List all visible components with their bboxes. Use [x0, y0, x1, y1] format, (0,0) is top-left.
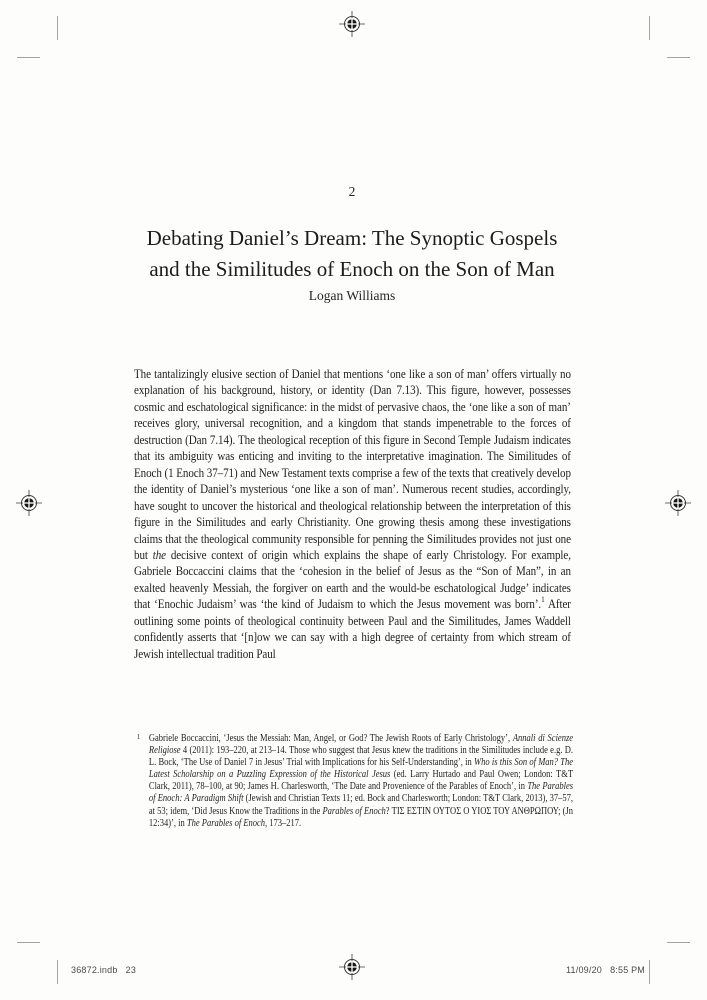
print-slug-timestamp: 11/09/20 8:55 PM [566, 965, 645, 975]
print-slug-filename: 36872.indb 23 [71, 965, 137, 975]
chapter-title-line2: and the Similitudes of Enoch on the Son of Man [149, 256, 555, 281]
crop-mark [649, 16, 650, 40]
crop-mark [17, 57, 40, 58]
crop-mark [667, 57, 690, 58]
registration-mark-icon [15, 489, 43, 517]
footnote [137, 733, 573, 830]
body-paragraph: The tantalizingly elusive section of Daniel that mentions ‘one like a son of man’ offers virtually no explanation of his background, history, or identity (Dan 7.13). This figure, however, possesses cosmic and eschatological significance: in the midst of pervasive chaos, the ‘one like a son of man’ receives glory, universal recognition, and a kingdom that stands impenetrable to the forces of destruction (Dan 7.14). The theological reception of this figure in Second Temple Judaism indicates that its ambiguity was enticing and inviting to the interpretative imagination. The Similitudes of Enoch (1 Enoch 37–71) and New Testament texts comprise a few of the texts that creatively develop the identity of Daniel’s mysterious ‘one like a son of man’. Numerous recent studies, accordingly, have sought to uncover the historical and theological relationship between the interpretation of this figure in the Similitudes and early Christianity. One growing thesis among these investigations claims that the theological community responsible for penning the Similitudes provides not just one but the decisive context of origin which explains the shape of early Christology. For example, Gabriele Boccaccini claims that the ‘cohesion in the belief of Jesus as the “Son of Man”, in an exalted heavenly Messiah, the forgiver on earth and the would-be eschatological Judge’ indicates that ‘Enochic Judaism’ was ‘the kind of Judaism to which the Jesus movement was born’.$^1$ After outlining some points of theological continuity between Paul and the Similitudes, James Waddell confidently asserts that ‘[n]ow we can say with a high degree of certainty from which stream of Jewish intellectual tradition Paul [134, 366, 571, 661]
crop-mark [17, 942, 40, 943]
crop-mark [57, 960, 58, 984]
registration-mark-icon [664, 489, 692, 517]
chapter-number: 2 [348, 184, 356, 199]
chapter-title-line1: Debating Daniel’s Dream: The Synoptic Gospels [146, 226, 558, 250]
author-name: Logan Williams [308, 288, 396, 303]
registration-mark-icon [338, 953, 366, 981]
registration-mark-icon [338, 10, 366, 38]
crop-mark [667, 942, 690, 943]
chapter-title [57, 223, 647, 284]
crop-mark [57, 16, 58, 40]
footnote-text: Gabriele Boccaccini, ‘Jesus the Messiah: Man, Angel, or God? The Jewish Roots of Early Christology’, Annali di Scienze Religiose 4 (2011): 193–220, at 213–14. Those who suggest that Jesus knew the traditions in the Similitudes include e.g. D. L. Bock, ‘The Use of Daniel 7 in Jesus’ Trial with Implications for his Self-Understanding’, in Who is this Son of Man? The Latest Scholarship on a Puzzling Expression of the Historical Jesus (ed. Larry Hurtado and Paul Owen; London: T&T Clark, 2011), 78–100, at 90; James H. Charlesworth, ‘The Date and Provenience of the Parables of Enoch’, in The Parables of Enoch: A Paradigm Shift (Jewish and Christian Texts 11; ed. Bock and Charlesworth; London: T&T Clark, 2013), 37–57, at 53; idem, ‘Did Jesus Know the Traditions in the Parables of Enoch? ΤΙΣ ΕΣΤΙΝ ΟΥΤΟΣ Ο ΥΙΟΣ ΤΟΥ ΑΝΘΡΩΠΟΥ; (Jn 12:34)’, in The Parables of Enoch, 173–217. [148, 733, 574, 829]
footnote-number: 1 [137, 732, 141, 741]
crop-mark [649, 960, 650, 984]
